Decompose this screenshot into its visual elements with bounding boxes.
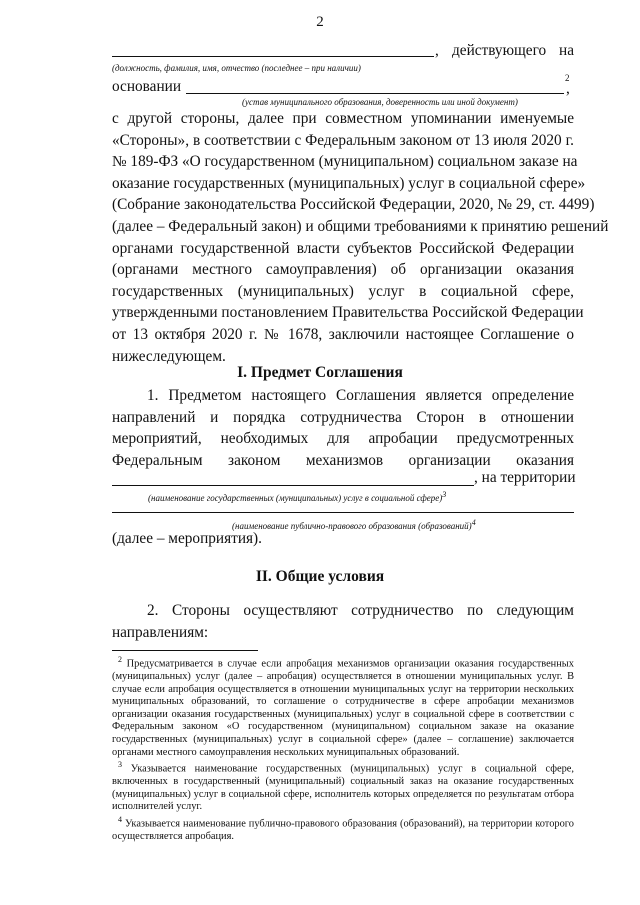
acting-label: действующего на xyxy=(452,42,574,59)
caption-entity-text: (наименование публично-правового образования (образований) xyxy=(232,521,472,531)
footnote-separator xyxy=(112,650,258,651)
section2-heading: II. Общие условия xyxy=(255,568,385,585)
section1-closing: (далее – мероприятия). xyxy=(112,530,262,547)
footnotes xyxy=(112,654,574,844)
intro-line: оказание государственных (муниципальных) услуг в социальной сфере» xyxy=(112,174,586,192)
intro-line: «Стороны», в соответствии с Федеральным законом от 13 июля 2020 г. xyxy=(112,131,574,149)
section1-line: мероприятий, необходимых для апробации предусмотренных xyxy=(112,430,574,448)
caption-services xyxy=(148,490,446,503)
intro-line: органами государственной власти субъектов Российской Федерации xyxy=(112,239,574,257)
section1-line: 1. Предметом настоящего Соглашения является определение xyxy=(147,387,574,404)
entity-blank-line xyxy=(112,512,574,513)
footnote-4-text: Указывается наименование публично-правового образования (образований), на территории которого осуществляется апробация. xyxy=(112,818,574,843)
caption-basis: (устав муниципального образования, доверенность или иной документ) xyxy=(242,97,518,107)
section1-heading: I. Предмет Соглашения xyxy=(237,364,403,381)
caption-entity-sup: 4 xyxy=(471,518,476,527)
acting-text xyxy=(452,40,574,62)
position-blank-line xyxy=(112,56,434,57)
footnote-2-text: Предусматривается в случае если апробация механизмов организации оказания государственных (муниципальных) услуг (далее – апробация) осуществляется в отношении муниципальных услуг. В случае если апробация осуществляется в отношении муниципальных услуг на территории нескольких муниципальных образований, то соглашение о сотрудничестве в сфере апробации механизмов организации оказания государственных (муниципальных) услуг в социальной сфере в соответствии с Федеральным законом «О государственном (муниципальном) социальном заказе на оказание государственных (муниципальных) услуг в социальной сфере» (далее – соглашение) заключается органами местного самоуправления нескольких муниципальных образований. xyxy=(112,658,574,758)
intro-last-line: нижеследующем. xyxy=(112,347,226,365)
caption-services-text: (наименование государственных (муниципальных) услуг в социальной сфере) xyxy=(148,493,443,503)
services-blank-line xyxy=(112,485,474,486)
footnote-4-num: 4 xyxy=(118,815,122,825)
page-number: 2 xyxy=(316,14,324,30)
caption-entity xyxy=(232,518,476,531)
intro-line: № 189-ФЗ «О государственном (муниципальном) социальном заказе на xyxy=(112,153,578,171)
intro-line: с другой стороны, далее при совместном упоминании именуемые xyxy=(112,110,574,127)
footnote-2 xyxy=(112,654,574,759)
comma: , xyxy=(435,42,439,59)
basis-blank-line xyxy=(186,93,564,94)
intro-line: (органами местного самоуправления) об организации оказания xyxy=(112,261,574,279)
intro-line: государственных (муниципальных) услуг в социальной сфере, xyxy=(112,282,574,300)
section1-line: Федеральным законом механизмов организации оказания xyxy=(112,451,574,469)
intro-line: (Собрание законодательства Российской Федерации, 2020, № 29, ст. 4499) xyxy=(112,196,595,214)
caption-services-sup: 3 xyxy=(442,490,447,499)
intro-line: (далее – Федеральный закон) и общими требованиями к принятию решений xyxy=(112,218,609,235)
footnote-4 xyxy=(112,814,574,844)
section2-line: направлениям: xyxy=(112,623,209,641)
basis-comma: , xyxy=(566,80,570,97)
basis-sup: 2 xyxy=(565,73,570,83)
footnote-2-num: 2 xyxy=(118,655,122,664)
caption-position: (должность, фамилия, имя, отчество (последнее – при наличии) xyxy=(112,63,361,73)
basis-label: основании xyxy=(112,78,182,95)
territory-text: , на территории xyxy=(474,469,576,486)
footnote-3 xyxy=(112,759,574,814)
section1-line: направлений и порядка сотрудничества Сторон в отношении xyxy=(112,408,574,426)
footnote-3-num: 3 xyxy=(118,760,122,770)
footnote-3-text: Указывается наименование государственных (муниципальных) услуг в социальной сфере, включенных в государственный (муниципальный) социальный заказ на оказание государственных (муниципальных) услуг в социальной сфере, исполнитель которых определяется по результатам отбора исполнителей услуг. xyxy=(112,763,574,813)
intro-line: утвержденными постановлением Правительства Российской Федерации xyxy=(112,304,584,322)
section2-line: 2. Стороны осуществляют сотрудничество по следующим xyxy=(147,602,574,619)
intro-line: от 13 октября 2020 г. № 1678, заключили настоящее Соглашение о xyxy=(112,326,574,343)
